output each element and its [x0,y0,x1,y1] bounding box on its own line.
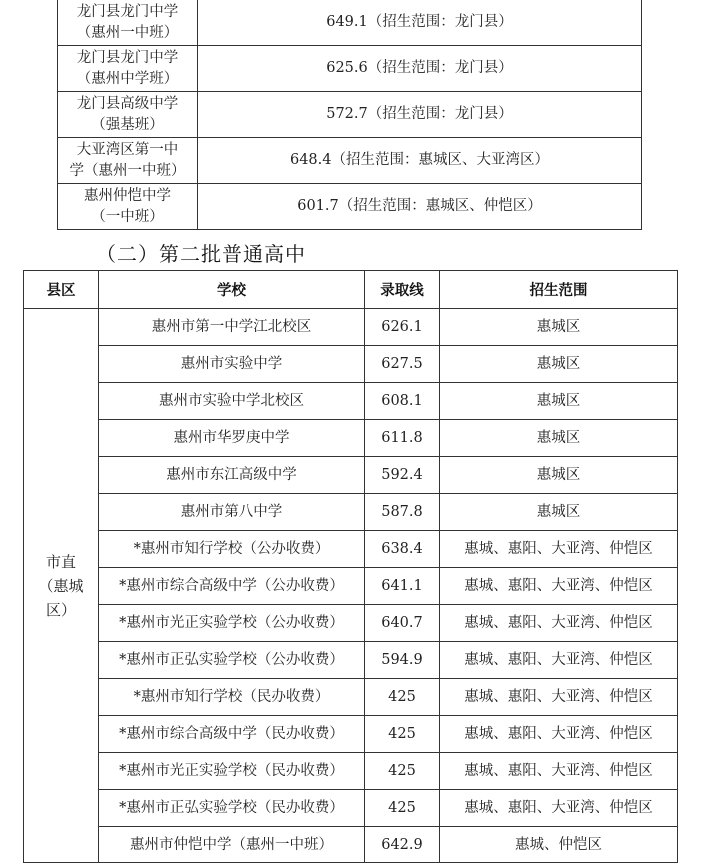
school-cell: 惠州市东江高级中学 [99,457,365,494]
county-cell [24,309,99,863]
score-cell: 627.5 [365,346,440,383]
table-row [58,92,642,138]
scope-cell: 惠城、惠阳、大亚湾、仲恺区 [440,642,678,679]
school-cell [58,138,198,184]
scope: （招生范围：龙门县） [367,14,513,30]
scope-cell: 惠城区 [440,420,678,457]
score-cell: 626.1 [365,309,440,346]
table-row [24,457,678,494]
score-cell: 638.4 [365,531,440,568]
column-header-score: 录取线 [365,271,440,309]
table-row [24,531,678,568]
score-scope-cell [198,46,642,92]
table-row [24,679,678,716]
school-cell: 惠州市仲恺中学（惠州一中班） [99,827,365,863]
school-name-line: 惠州仲恺中学 [84,187,171,204]
score-cell: 594.9 [365,642,440,679]
table-row [24,753,678,790]
school-name-line: （惠州中学班） [76,70,179,87]
school-cell: 惠州市第一中学江北校区 [99,309,365,346]
school-cell: *惠州市综合高级中学（公办收费） [99,568,365,605]
score-cell: 425 [365,753,440,790]
score-cell: 587.8 [365,494,440,531]
scope: （招生范围：龙门县） [367,60,513,76]
school-name-line: 大亚湾区第一中 [76,141,179,158]
score-scope-cell [198,0,642,46]
score-scope-cell [198,92,642,138]
school-name-line: 龙门县龙门中学 [76,49,179,66]
score: 648.4 [289,152,332,168]
table-row [24,383,678,420]
score: 601.7 [297,198,339,214]
table-row [24,642,678,679]
scope-cell: 惠城、惠阳、大亚湾、仲恺区 [440,605,678,642]
school-cell: 惠州市华罗庚中学 [99,420,365,457]
score-cell: 611.8 [365,420,440,457]
school-cell: 惠州市实验中学 [99,346,365,383]
score-cell: 641.1 [365,568,440,605]
scope-cell: 惠城、惠阳、大亚湾、仲恺区 [440,790,678,827]
scope-cell: 惠城区 [440,383,678,420]
table-row [24,346,678,383]
scope-cell: 惠城区 [440,494,678,531]
table-row [58,46,642,92]
school-name-line: 学（惠州一中班） [69,162,186,179]
column-header-scope: 招生范围 [440,271,678,309]
table-row [58,184,642,230]
scope-cell: 惠城、惠阳、大亚湾、仲恺区 [440,753,678,790]
table-row [24,568,678,605]
school-cell: *惠州市光正实验学校（公办收费） [99,605,365,642]
county-line: 区） [45,600,76,619]
school-cell [58,92,198,138]
scope-cell: 惠城、惠阳、大亚湾、仲恺区 [440,716,678,753]
school-cell: *惠州市综合高级中学（民办收费） [99,716,365,753]
score-cell: 592.4 [365,457,440,494]
county-line: 市直 [45,552,76,571]
school-cell: *惠州市正弘实验学校（民办收费） [99,790,365,827]
school-name-line: （惠州一中班） [76,24,179,41]
score-cell: 425 [365,716,440,753]
score-scope-cell [198,184,642,230]
score-cell: 608.1 [365,383,440,420]
second-batch-admission-table [23,270,678,863]
school-cell: 惠州市第八中学 [99,494,365,531]
score: 572.7 [326,106,368,122]
scope-cell: 惠城、惠阳、大亚湾、仲恺区 [440,568,678,605]
school-name-line: 龙门县高级中学 [76,95,179,112]
score: 649.1 [326,14,368,30]
score-cell: 425 [365,679,440,716]
school-cell: *惠州市知行学校（民办收费） [99,679,365,716]
table-header-row [24,271,678,309]
table-row [24,716,678,753]
school-name-line: （一中班） [91,208,164,225]
table-row [24,790,678,827]
school-name-line: 龙门县龙门中学 [76,3,179,20]
scope-cell: 惠城、仲恺区 [440,827,678,863]
column-header-school: 学校 [99,271,365,309]
county-line: （惠城 [38,576,84,595]
school-cell: *惠州市光正实验学校（民办收费） [99,753,365,790]
school-cell: *惠州市正弘实验学校（公办收费） [99,642,365,679]
school-cell [58,46,198,92]
scope-cell: 惠城、惠阳、大亚湾、仲恺区 [440,679,678,716]
score: 625.6 [326,60,368,76]
school-cell [58,0,198,46]
section-heading: （二）第二批普通高中 [96,242,306,266]
scope-cell: 惠城、惠阳、大亚湾、仲恺区 [440,531,678,568]
scope: （招生范围：龙门县） [367,106,513,122]
scope-cell: 惠城区 [440,457,678,494]
table-row [24,605,678,642]
top-admission-table [57,0,642,230]
scope-cell: 惠城区 [440,346,678,383]
table-row [24,420,678,457]
table-row [24,309,678,346]
table-row [24,494,678,531]
scope-cell: 惠城区 [440,309,678,346]
scope: （招生范围：惠城区、仲恺区） [338,198,542,214]
school-cell: *惠州市知行学校（公办收费） [99,531,365,568]
school-cell: 惠州市实验中学北校区 [99,383,365,420]
table-row [58,0,642,46]
score-cell: 640.7 [365,605,440,642]
table-row [58,138,642,184]
score-scope-cell [198,138,642,184]
school-name-line: （强基班） [91,116,164,133]
score-cell: 425 [365,790,440,827]
column-header-county: 县区 [24,271,99,309]
scope: （招生范围：惠城区、大亚湾区） [331,152,549,168]
table-row [24,827,678,863]
score-cell: 642.9 [365,827,440,863]
school-cell [58,184,198,230]
